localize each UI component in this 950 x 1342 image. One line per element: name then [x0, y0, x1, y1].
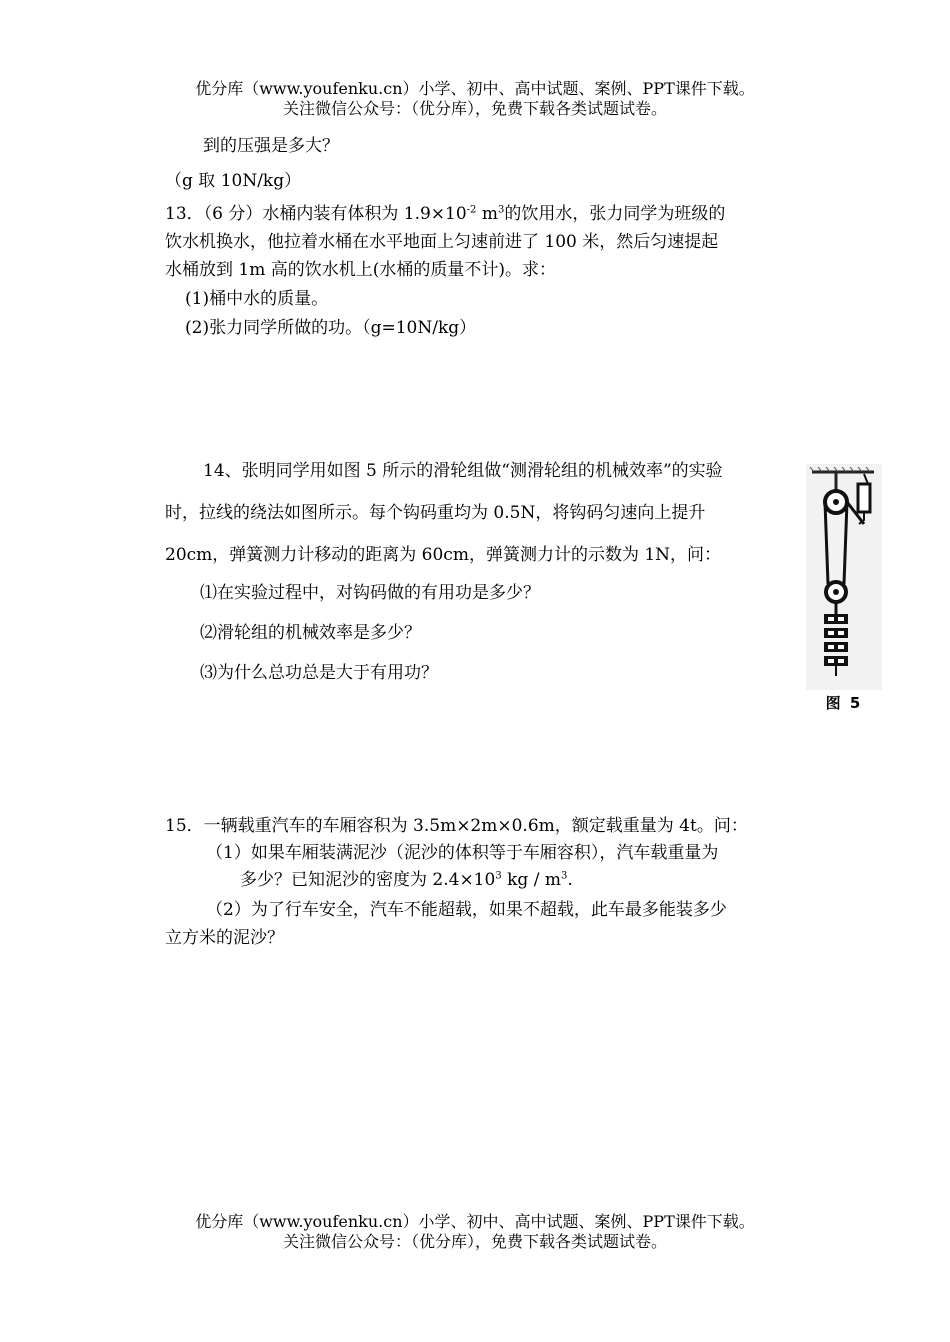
q13-line3: 水桶放到 1m 高的饮水机上(水桶的质量不计)。求：	[165, 260, 557, 280]
q13-line1: 13．（6 分）水桶内装有体积为 $1.9\times 10^{-2}$ $m^3$的饮用水，张力同学为班级的	[165, 204, 726, 224]
figure-caption: 图 5	[825, 694, 863, 712]
page-footer-line1: 优分库（www.youfenku.cn）小学、初中、高中试题、案例、PPT课件下载。	[195, 1212, 755, 1231]
q14-line3: 20cm，弹簧测力计移动的距离为 60cm，弹簧测力计的示数为 1N，问：	[165, 545, 722, 565]
q15-line1: 15．一辆载重汽车的车厢容积为 3.5m×2m×0.6m，额定载重量为 4t。问：	[165, 816, 748, 836]
q14-line1: 14、张明同学用如图 5 所示的滑轮组做“测滑轮组的机械效率”的实验	[203, 461, 723, 481]
q15-sub1: （1）如果车厢装满泥沙（泥沙的体积等于车厢容积），汽车载重量为	[206, 843, 719, 863]
q14-sub2: ⑵滑轮组的机械效率是多少？	[200, 623, 421, 643]
page-header-line1: 优分库（www.youfenku.cn）小学、初中、高中试题、案例、PPT课件下载。	[195, 79, 755, 98]
q12-tail-line2: （g 取 10N/kg）	[165, 171, 302, 191]
q13-sub1: (1)桶中水的质量。	[185, 289, 329, 309]
page-header-line2: 关注微信公众号：（优分库），免费下载各类试题试卷。	[282, 99, 667, 118]
q14-sub3: ⑶为什么总功总是大于有用功？	[200, 663, 438, 683]
q15-sub2: （2）为了行车安全，汽车不能超载，如果不超载，此车最多能装多少	[206, 900, 727, 920]
pulley-diagram	[806, 464, 882, 690]
page-footer-line2: 关注微信公众号：（优分库），免费下载各类试题试卷。	[282, 1232, 667, 1251]
q13-sub2: (2)张力同学所做的功。（g=10N/kg）	[185, 318, 477, 338]
q15-sub2-cont: 立方米的泥沙？	[165, 928, 284, 948]
q14-line2: 时，拉线的绕法如图所示。每个钩码重均为 0.5N，将钩码匀速向上提升	[165, 503, 706, 523]
spring-scale	[858, 484, 870, 512]
pulley-figure	[806, 464, 882, 720]
q13-line2: 饮水机换水，他拉着水桶在水平地面上匀速前进了 100 米，然后匀速提起	[165, 232, 719, 252]
q12-tail-line1: 到的压强是多大？	[203, 136, 339, 156]
q14-sub1: ⑴在实验过程中，对钩码做的有用功是多少？	[200, 583, 540, 603]
q15-sub1-cont: 多少？已知泥沙的密度为 $2.4\times 10^3$ kg / $m^3$.	[240, 870, 573, 890]
